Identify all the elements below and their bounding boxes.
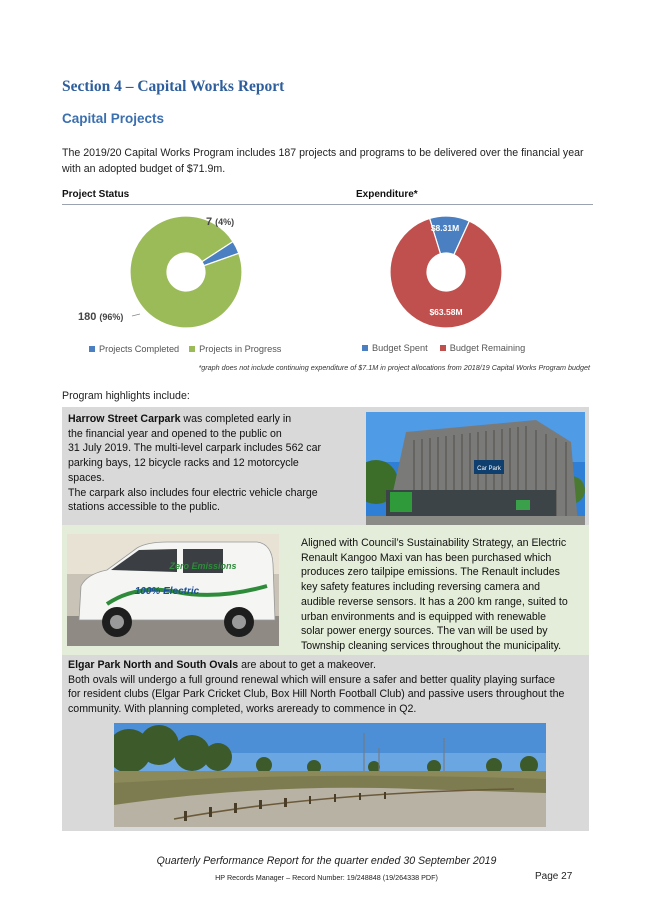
data-label-remaining: $63.58M [429,307,463,317]
harrow-carpark-text: Harrow Street Carpark was completed early in the financial year and opened to the public on 31 July 2019. The multi-level carpark includes 562 car parking bays, 12 bicycle racks and 12 motorcycle spaces. The carpark also includes four electric vehicle charge stations accessible to the public. [68,413,322,514]
footer-record-number: HP Records Manager – Record Number: 19/248848 (19/264338 PDF) [215,873,438,882]
legend-completed: Projects Completed [99,344,180,354]
elgar-park-title: Elgar Park North and South Ovals [68,659,239,671]
footer-title: Quarterly Performance Report for the quarter ended 30 September 2019 [156,855,497,867]
legend-in-progress: Projects in Progress [199,344,282,354]
elgar-park-text: Elgar Park North and South Ovals are about to get a makeover. Both ovals will undergo a full ground renewal which will ensure a safer and better quality playing surface for resident clubs (Elgar Park Cricket Club, Box Hill North Football Club) and passive users throughout the community. With planning completed, works areready to commence in Q2. [68,659,565,716]
carpark-sign-text: Car Park [477,466,501,472]
highlights-label: Program highlights include: [62,390,190,402]
electric-van-photo [67,534,279,646]
electric-van-text: Aligned with Council’s Sustainability Strategy, an Electric Renault Kangoo Maxi van has been purchased which produces zero tailpipe emissions. The Renault includes key safety features including reversing camera and audible reverse sensors. It has a 200 km range, suited to urban environments and is equipped with renewable solar power energy sources. The van will be used by Township cleaning services throughout the municipality. [301,537,568,652]
legend-remaining: Budget Remaining [449,343,526,353]
data-label-in-progress: 180 (96%) [78,311,124,323]
project-status-chart [60,206,320,338]
data-label-spent: $8.31M [430,223,460,233]
harrow-carpark-title: Harrow Street Carpark [68,413,181,425]
elgar-park-photo [114,723,546,827]
project-status-heading: Project Status [62,189,130,200]
heading-rule [62,204,593,205]
page-number: Page 27 [535,871,573,882]
expenditure-legend [362,343,525,353]
section-title: Section 4 – Capital Works Report [62,78,285,95]
project-status-legend [89,344,281,354]
legend-swatch-remaining [440,345,446,351]
carpark-photo [366,412,585,525]
intro-paragraph: The 2019/20 Capital Works Program includes 187 projects and programs to be delivered over the financial year with an adopted budget of $71.9m. [62,147,584,175]
pie-slice-in-progress [130,216,242,328]
van-decal-electric: 100% Electric [134,586,200,597]
leader-line-progress [132,314,140,316]
legend-spent: Budget Spent [372,343,428,353]
expenditure-chart [380,206,520,338]
legend-swatch-spent [362,345,368,351]
legend-swatch-completed [89,346,95,352]
van-decal-zero-emissions: Zero Emissions [169,561,237,571]
expenditure-heading: Expenditure* [356,189,418,200]
legend-swatch-progress [189,346,195,352]
sub-title: Capital Projects [62,111,165,126]
chart-footnote: *graph does not include continuing expenditure of $7.1M in project allocations from 2018/19 Capital Works Program budget [198,363,590,372]
data-label-completed: 7 (4%) [206,216,235,228]
